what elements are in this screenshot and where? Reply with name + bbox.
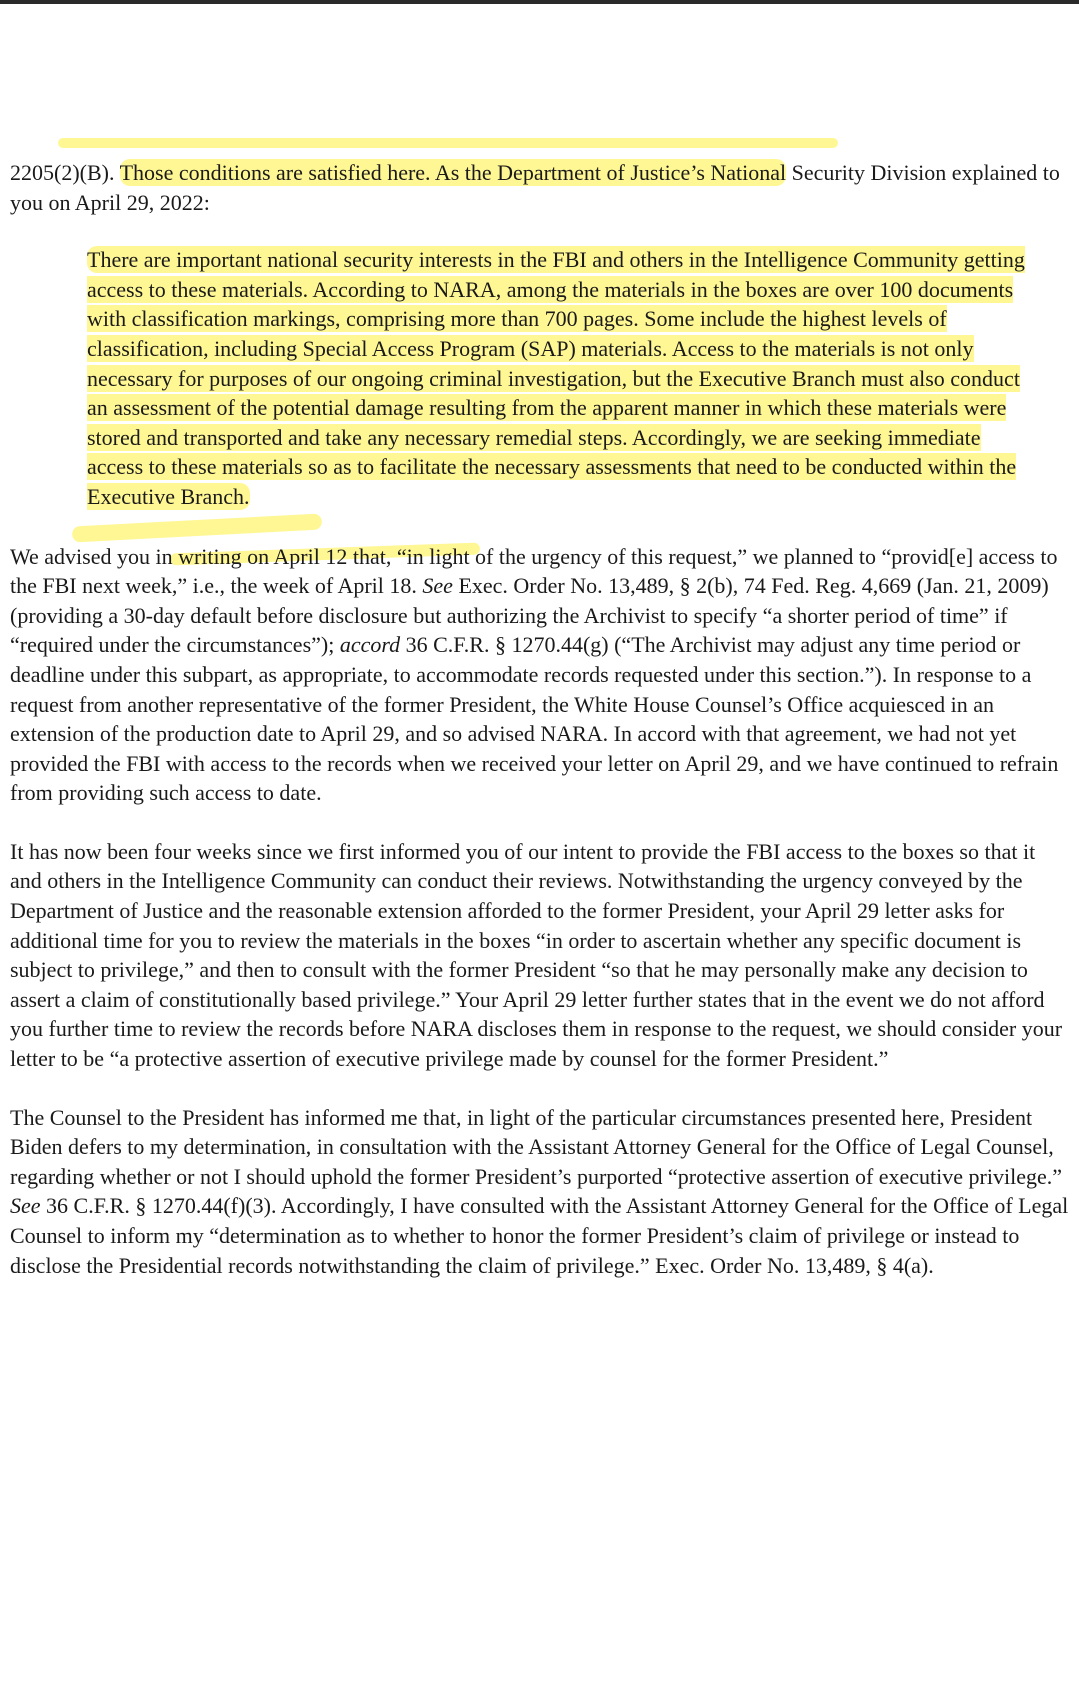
paragraph-text: We advised you in writing on April 12 that, “in light of the urgency of this request,” we planned to “provid[e] access to the FBI next week,” i.e., the week of April 18.	[10, 543, 1058, 599]
highlighted-text: Those conditions are satisfied here. As the Department of Justice’s National	[119, 160, 787, 185]
paragraph-counsel	[10, 1103, 1072, 1281]
signal-accord: accord	[339, 632, 401, 658]
intro-lead: 2205(2)(B).	[10, 160, 120, 185]
signal-see: See	[422, 573, 453, 599]
paragraph-four-weeks: It has now been four weeks since we first informed you of our intent to provide the FBI access to the boxes so that it and others in the Intelligence Community can conduct their reviews. Notwithstanding the urgency conveyed by the Department of Justice and the reasonable extension afforded to the former President, your April 29 letter asks for additional time for you to review the materials in the boxes “in order to ascertain whether any specific document is subject to privilege,” and then to consult with the former President “so that he may personally make any decision to assert a claim of constitutionally based privilege.” Your April 29 letter further states that in the event we do not afford you further time to review the records before NARA discloses them in response to the request, we should consider your letter to be “a protective assertion of executive privilege made by counsel for the former President.”	[10, 838, 1063, 1072]
intro-paragraph	[10, 158, 1072, 217]
intro-tail: Security Division explained to you on April 29, 2022:	[10, 160, 1060, 215]
paragraph-text: Exec. Order No. 13,489, § 2(b), 74 Fed. Reg. 4,669 (Jan. 21, 2009) (providing a 30-day default before disclosure but authorizing the Archivist to specify “a shorter period of time” if “required under the circumstances”);	[10, 573, 1049, 658]
document-page	[10, 158, 1072, 1280]
highlighted-quote: There are important national security interests in the FBI and others in the Intelligence Community getting access to these materials. According to NARA, among the materials in the boxes are over 100 documents with classification markings, comprising more than 700 pages. Some include the highest levels of classification, including Special Access Program (SAP) materials. Access to the materials is not only necessary for purposes of our ongoing criminal investigation, but the Executive Branch must also conduct an assessment of the potential damage resulting from the apparent manner in which these materials were stored and transported and take any necessary remedial steps. Accordingly, we are seeking immediate access to these materials so as to facilitate the necessary assessments that need to be conducted within the Executive Branch.	[87, 247, 1025, 509]
top-edge-bar	[0, 0, 1079, 4]
block-quote	[87, 245, 1027, 511]
paragraph-text: 36 C.F.R. § 1270.44(g) (“The Archivist may adjust any time period or deadline under this subpart, as appropriate, to accommodate records requested under this section.”). In response to a request from another representative of the former President, the White House Counsel’s Office acquiesced in an extension of the production date to April 29, and so advised NARA. In accord with that agreement, we had not yet provided the FBI with access to the records when we received your letter on April 29, and we have continued to refrain from providing such access to date.	[10, 632, 1059, 806]
paragraph-text: 36 C.F.R. § 1270.44(f)(3). Accordingly, I have consulted with the Assistant Attorney General for the Office of Legal Counsel to inform my “determination as to whether to honor the former President’s claim of privilege or instead to disclose the Presidential records notwithstanding the claim of privilege.” Exec. Order No. 13,489, § 4(a).	[10, 1193, 1069, 1278]
highlighter-stroke	[58, 138, 838, 148]
signal-see: See	[10, 1193, 41, 1219]
paragraph-advised	[10, 542, 1072, 808]
paragraph-text: The Counsel to the President has informed me that, in light of the particular circumstances presented here, President Biden defers to my determination, in consultation with the Assistant Attorney General for the Office of Legal Counsel, regarding whether or not I should uphold the former President’s purported “protective assertion of executive privilege.”	[10, 1104, 1063, 1189]
